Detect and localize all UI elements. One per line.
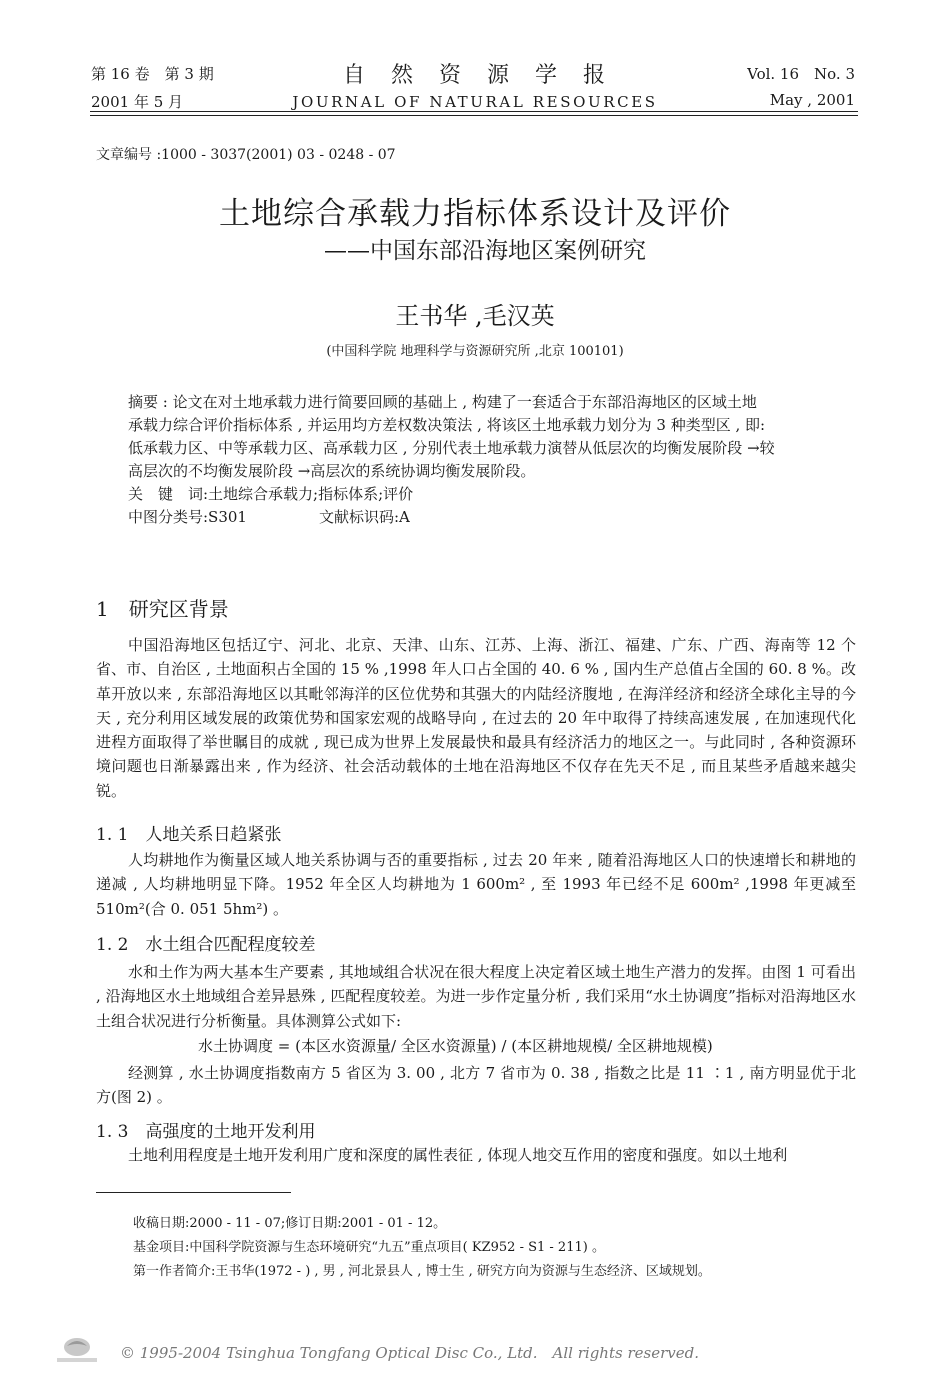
header-date-cn: 2001 年 5 月: [91, 93, 184, 111]
authors: 王书华 ,毛汉英: [395, 302, 555, 330]
publisher-logo-icon: [53, 1334, 101, 1364]
keywords: 关 键 词:土地综合承载力;指标体系;评价: [128, 485, 414, 503]
article-subtitle: ——中国东部沿海地区案例研究: [324, 238, 646, 264]
sub12-paragraph-2: 经测算 , 水土协调度指数南方 5 省区为 3. 00 , 北方 7 省市为 0. 38 , 指数之比是 11 ∶1 , 南方明显优于北方(图 2) 。: [96, 1064, 856, 1107]
abstract-line: 摘要 : 论文在对土地承载力进行简要回顾的基础上 , 构建了一套适合于东部沿海地区的区域土地: [128, 393, 757, 411]
sub11-paragraph: 人均耕地作为衡量区域人地关系协调与否的重要指标 , 过去 20 年来 , 随着沿海地区人口的快速增长和耕地的递减 , 人均耕地明显下降。1952 年全区人均耕地为 1 600m² , 至 1993 年已经不足 600m² ,1998 年更减至 510m²(合 0. 051 5hm²) 。: [96, 851, 856, 918]
subsection-heading: 1. 1 人地关系日趋紧张: [96, 825, 282, 845]
footnote-fund: 基金项目:中国科学院资源与生态环境研究“九五”重点项目( KZ952 - S1 - 211) 。: [133, 1240, 605, 1255]
document-code: 文献标识码:A: [318, 508, 410, 526]
footnote-author: 第一作者简介:王书华(1972 - ) , 男 , 河北景县人 , 博士生 , 研究方向为资源与生态经济、区域规划。: [133, 1264, 711, 1279]
article-id: 文章编号 :1000 - 3037(2001) 03 - 0248 - 07: [96, 147, 396, 163]
header-rule-bottom: [90, 115, 858, 116]
header-volume-issue-cn: 第 16 卷 第 3 期: [91, 65, 214, 83]
classification: [128, 506, 828, 529]
footnote-rule: [96, 1192, 291, 1193]
sub12-paragraph: 水和土作为两大基本生产要素 , 其地域组合状况在很大程度上决定着区域土地生产潜力的发挥。由图 1 可看出 , 沿海地区水土地域组合差异悬殊 , 匹配程度较差。为进一步作定量分析 , 我们采用“水土协调度”指标对沿海地区水土组合状况进行分析衡量。具体测算公式如下:: [96, 963, 856, 1030]
abstract-line: 低承载力区、中等承载力区、高承载力区 , 分别代表土地承载力演替从低层次的均衡发展阶段 →较: [128, 439, 775, 457]
header-volume-issue-en: Vol. 16 No. 3: [747, 65, 855, 83]
subsection-heading: 1. 3 高强度的土地开发利用: [96, 1122, 316, 1142]
clc-number: 中图分类号:S301: [128, 508, 247, 526]
footnote-received: 收稿日期:2000 - 11 - 07;修订日期:2001 - 01 - 12。: [133, 1216, 447, 1231]
abstract-line: 承载力综合评价指标体系 , 并运用均方差权数决策法 , 将该区土地承载力划分为 3 种类型区 , 即:: [128, 416, 766, 434]
sub13-paragraph: 土地利用程度是土地开发利用广度和深度的属性表征 , 体现人地交互作用的密度和强度。如以土地利: [128, 1146, 788, 1164]
article-title: 土地综合承载力指标体系设计及评价: [219, 196, 731, 232]
journal-name-en: JOURNAL OF NATURAL RESOURCES: [292, 93, 658, 111]
subsection-heading: 1. 2 水土组合匹配程度较差: [96, 935, 316, 955]
section-heading: 1 研究区背景: [96, 597, 229, 621]
abstract: [128, 391, 828, 529]
section1-paragraph: 中国沿海地区包括辽宁、河北、北京、天津、山东、江苏、上海、浙江、福建、广东、广西、海南等 12 个省、市、自治区 , 土地面积占全国的 15 % ,1998 年人口占全国的 40. 6 % , 国内生产总值占全国的 60. 8 %。改革开放以来 , 东部沿海地区以其毗邻海洋的区位优势和其强大的内陆经济腹地 , 在海洋经济和经济全球化主导的今天 , 充分利用区域发展的政策优势和国家宏观的战略导向 , 在过去的 20 年中取得了持续高速发展 , 在加速现代化进程方面取得了举世瞩目的成就 , 现已成为世界上发展最快和最具有经济活力的地区之一。与此同时 , 各种资源环境问题也日渐暴露出来 , 作为经济、社会活动载体的土地在沿海地区不仅存在先天不足 , 而且某些矛盾越来越尖锐。: [96, 636, 856, 800]
journal-name-cn: 自 然 资 源 学 报: [342, 63, 607, 88]
header-date-en: May , 2001: [769, 91, 855, 109]
header-rule-top: [90, 111, 858, 112]
copyright-notice: © 1995-2004 Tsinghua Tongfang Optical Disc Co., Ltd. All rights reserved.: [120, 1344, 699, 1362]
abstract-line: 高层次的不均衡发展阶段 →高层次的系统协调均衡发展阶段。: [128, 462, 536, 480]
affiliation: (中国科学院 地理科学与资源研究所 ,北京 100101): [326, 344, 624, 359]
formula: 水土协调度 = (本区水资源量/ 全区水资源量) / (本区耕地规模/ 全区耕地规模): [198, 1037, 713, 1055]
